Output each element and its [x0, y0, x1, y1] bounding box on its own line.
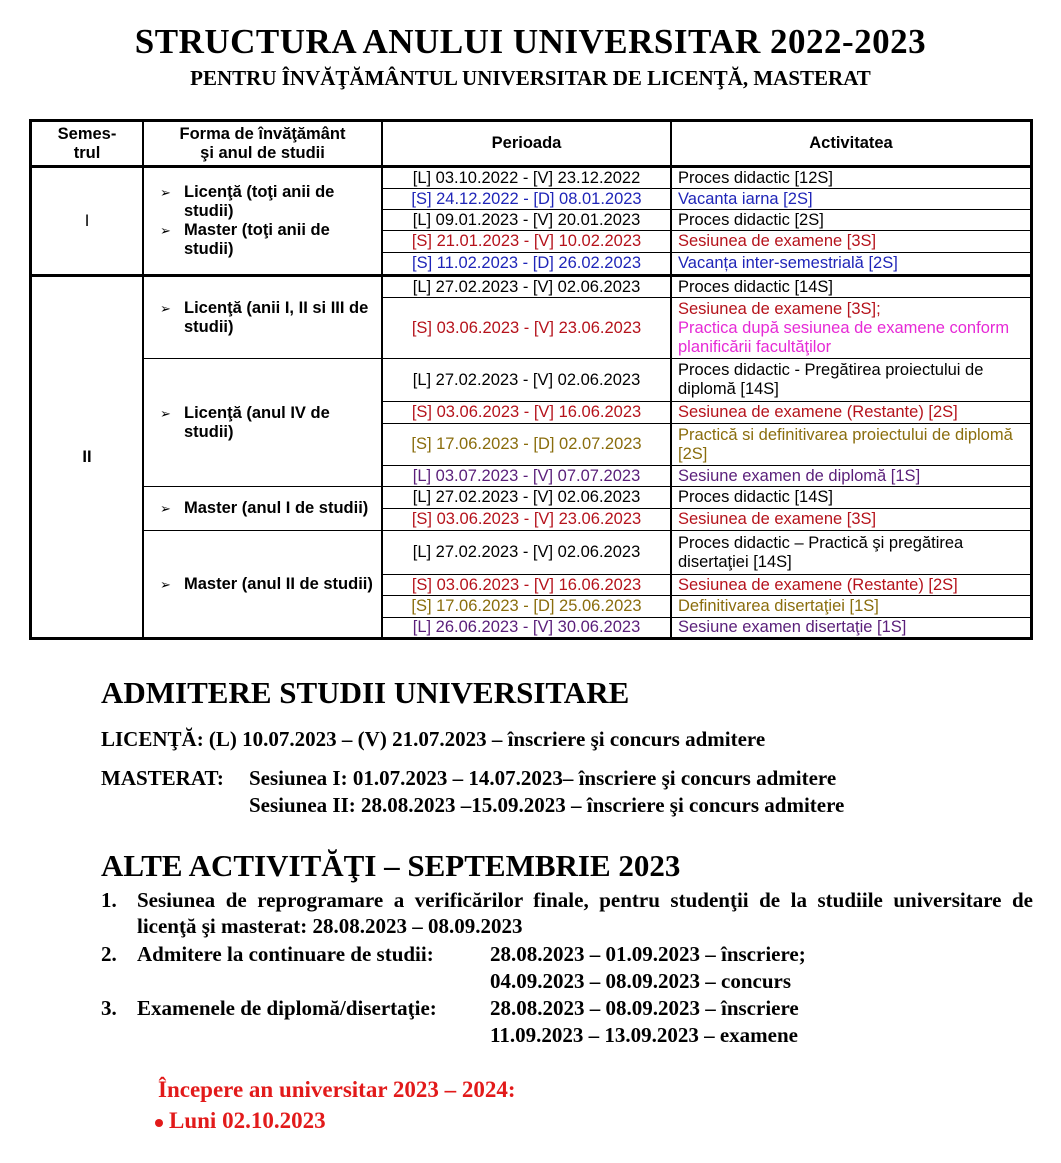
- activity-line: Sesiunea de examene [3S];: [678, 299, 881, 318]
- form-item: ➢ Licenţă (anul IV de studii): [150, 404, 375, 442]
- table-row: [31, 276, 1032, 298]
- header-period: Perioada: [382, 121, 671, 167]
- activity-line: Practica după sesiunea de examene conform planificării facultăţilor: [678, 318, 1010, 356]
- page-title: STRUCTURA ANULUI UNIVERSITAR 2022-2023: [134, 22, 927, 61]
- table-row: [31, 531, 1032, 575]
- table-header-row: [31, 121, 1032, 167]
- alte-heading: ALTE ACTIVITĂŢI – SEPTEMBRIE 2023: [101, 848, 681, 883]
- semester-label: II: [31, 276, 144, 639]
- header-form-line2: şi anul de studii: [200, 143, 325, 162]
- incepere-date-row: [155, 1108, 326, 1134]
- admitere-licenta: LICENŢĂ: (L) 10.07.2023 – (V) 21.07.2023 – înscriere şi concurs admitere: [101, 727, 766, 751]
- form-cell: [143, 276, 382, 359]
- activity-cell: Sesiunea de examene (Restante) [2S]: [671, 575, 1032, 596]
- period-cell: [S] 03.06.2023 - [V] 23.06.2023: [382, 298, 671, 359]
- activity-cell: Proces didactic [12S]: [671, 167, 1032, 189]
- activity-cell: Sesiunea de examene [3S]: [671, 231, 1032, 253]
- activity-cell: Proces didactic [2S]: [671, 210, 1032, 231]
- header-semester-line2: trul: [73, 143, 101, 162]
- period-cell: [L] 27.02.2023 - [V] 02.06.2023: [382, 487, 671, 509]
- period-cell: [S] 11.02.2023 - [D] 26.02.2023: [382, 253, 671, 276]
- form-item: ➢ Master (anul II de studii): [150, 575, 375, 594]
- activity-cell: Sesiunea de examene [3S]: [671, 509, 1032, 531]
- form-cell: [143, 487, 382, 531]
- header-form: [143, 121, 382, 167]
- period-cell: [L] 27.02.2023 - [V] 02.06.2023: [382, 276, 671, 298]
- table-row: [31, 487, 1032, 509]
- period-cell: [L] 09.01.2023 - [V] 20.01.2023: [382, 210, 671, 231]
- period-cell: [S] 03.06.2023 - [V] 23.06.2023: [382, 509, 671, 531]
- semester-label: I: [31, 167, 144, 276]
- period-cell: [L] 27.02.2023 - [V] 02.06.2023: [382, 531, 671, 575]
- period-cell: [L] 27.02.2023 - [V] 02.06.2023: [382, 359, 671, 402]
- activity-cell: Proces didactic [14S]: [671, 276, 1032, 298]
- alte-item-2-b: 04.09.2023 – 08.09.2023 – concurs: [490, 969, 791, 993]
- activity-cell: Practică si definitivarea proiectului de diplomă [2S]: [671, 424, 1032, 466]
- admitere-masterat-label: MASTERAT:: [101, 766, 224, 790]
- list-number: 2.: [101, 942, 117, 966]
- period-cell: [L] 03.10.2022 - [V] 23.12.2022: [382, 167, 671, 189]
- alte-item-2-a: 28.08.2023 – 01.09.2023 – înscriere;: [490, 942, 806, 966]
- form-item: ➢ Master (toţi anii de studii): [150, 221, 375, 259]
- activity-cell: Proces didactic - Pregătirea proiectului de diplomă [14S]: [671, 359, 1032, 402]
- form-cell: [143, 359, 382, 487]
- period-cell: [S] 17.06.2023 - [D] 02.07.2023: [382, 424, 671, 466]
- activity-cell: Vacanța inter-semestrială [2S]: [671, 253, 1032, 276]
- period-cell: [S] 21.01.2023 - [V] 10.02.2023: [382, 231, 671, 253]
- form-item: ➢ Master (anul I de studii): [150, 499, 375, 518]
- incepere-date: Luni 02.10.2023: [169, 1108, 326, 1133]
- form-cell: [143, 167, 382, 276]
- activity-cell: Proces didactic – Practică şi pregătirea disertaţiei [14S]: [671, 531, 1032, 575]
- activity-cell: Definitivarea disertaţiei [1S]: [671, 596, 1032, 618]
- table-row: [31, 359, 1032, 402]
- activity-cell: [671, 298, 1032, 359]
- alte-item-1: Sesiunea de reprogramare a verificărilor finale, pentru studenţii de la studiile universitare de licenţă şi masterat: 28.08.2023 – 08.09.2023: [137, 888, 1033, 938]
- header-form-line1: Forma de învăţământ: [179, 124, 346, 143]
- admitere-heading: ADMITERE STUDII UNIVERSITARE: [101, 675, 630, 710]
- activity-cell: Sesiunea de examene (Restante) [2S]: [671, 402, 1032, 424]
- period-cell: [S] 03.06.2023 - [V] 16.06.2023: [382, 575, 671, 596]
- period-cell: [S] 17.06.2023 - [D] 25.06.2023: [382, 596, 671, 618]
- alte-item-3-a: 28.08.2023 – 08.09.2023 – înscriere: [490, 996, 799, 1020]
- schedule-table: [29, 119, 1033, 640]
- period-cell: [L] 26.06.2023 - [V] 30.06.2023: [382, 618, 671, 639]
- activity-cell: Sesiune examen de diplomă [1S]: [671, 466, 1032, 487]
- alte-item-3-label: Examenele de diplomă/disertaţie:: [137, 996, 437, 1020]
- admitere-masterat-session1: Sesiunea I: 01.07.2023 – 14.07.2023– înscriere şi concurs admitere: [249, 766, 837, 790]
- activity-cell: Vacanta iarna [2S]: [671, 189, 1032, 210]
- form-item: ➢ Licenţă (toţi anii de studii): [150, 183, 375, 221]
- header-semester: [31, 121, 144, 167]
- form-cell: [143, 531, 382, 639]
- bullet-dot-icon: [155, 1119, 163, 1127]
- alte-item-2-label: Admitere la continuare de studii:: [137, 942, 434, 966]
- form-item: ➢ Licenţă (anii I, II si III de studii): [150, 299, 375, 337]
- list-number: 3.: [101, 996, 117, 1020]
- header-semester-line1: Semes-: [57, 124, 117, 143]
- table-row: [31, 167, 1032, 189]
- period-cell: [L] 03.07.2023 - [V] 07.07.2023: [382, 466, 671, 487]
- page-subtitle: PENTRU ÎNVĂŢĂMÂNTUL UNIVERSITAR DE LICENŢĂ, MASTERAT: [190, 66, 871, 90]
- incepere-title: Începere an universitar 2023 – 2024:: [158, 1077, 516, 1102]
- period-cell: [S] 24.12.2022 - [D] 08.01.2023: [382, 189, 671, 210]
- admitere-masterat-session2: Sesiunea II: 28.08.2023 –15.09.2023 – înscriere şi concurs admitere: [249, 793, 845, 817]
- period-cell: [S] 03.06.2023 - [V] 16.06.2023: [382, 402, 671, 424]
- header-activity: Activitatea: [671, 121, 1032, 167]
- activity-cell: Sesiune examen disertaţie [1S]: [671, 618, 1032, 639]
- alte-item-3-b: 11.09.2023 – 13.09.2023 – examene: [490, 1023, 798, 1047]
- list-number: 1.: [101, 888, 117, 912]
- activity-cell: Proces didactic [14S]: [671, 487, 1032, 509]
